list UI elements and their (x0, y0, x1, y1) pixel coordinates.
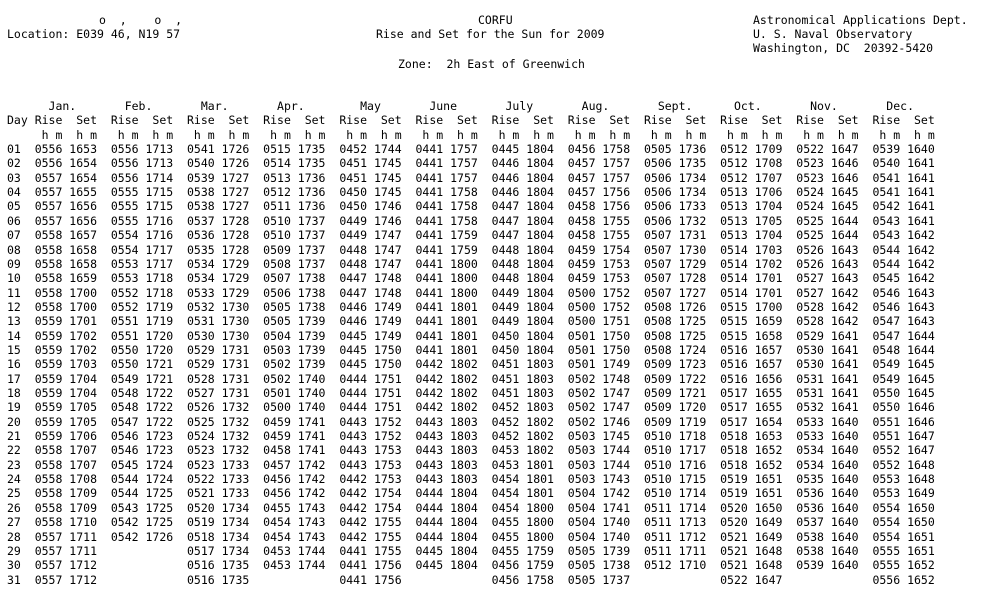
day-row-28: 28 0557 1711 0542 1726 0518 1734 0454 1743 0442 1755 0444 1804 0455 1800 0504 1740 0511 1712 0521 1649 0538 1640 0554 1651 (7, 529, 949, 544)
day-row-05: 05 0557 1656 0555 1715 0538 1727 0511 1736 0450 1746 0441 1758 0447 1804 0458 1756 0506 1733 0513 1704 0524 1645 0542 1641 (7, 199, 949, 214)
day-row-07: 07 0558 1657 0554 1716 0536 1728 0510 1737 0449 1747 0441 1759 0447 1804 0458 1755 0507 1731 0513 1704 0525 1644 0543 1642 (7, 228, 949, 243)
day-row-18: 18 0559 1704 0548 1722 0527 1731 0501 1740 0444 1751 0442 1802 0451 1803 0502 1747 0509 1721 0517 1655 0531 1641 0550 1645 (7, 386, 949, 400)
day-row-17: 17 0559 1704 0549 1721 0528 1731 0502 1740 0444 1751 0442 1802 0451 1803 0502 1748 0509 1722 0516 1656 0531 1641 0549 1645 (7, 371, 949, 386)
department-line-3: Washington, DC 20392-5420 (753, 41, 934, 55)
day-row-06: 06 0557 1656 0555 1716 0537 1728 0510 1737 0449 1746 0441 1758 0447 1804 0458 1755 0506 1732 0513 1705 0525 1644 0543 1641 (7, 213, 949, 228)
hm-header-row: h m h m h m h m h m h m h m h m h m h m h m h m h m h m h m h m h m h m h m h m h m h m h m h m (7, 127, 949, 142)
department-line-1: Astronomical Applications Dept. (753, 13, 968, 27)
day-row-29: 29 0557 1711 0517 1734 0453 1744 0441 1755 0445 1804 0455 1759 0505 1739 0511 1711 0521 1648 0538 1640 0555 1651 (7, 543, 949, 558)
day-row-27: 27 0558 1710 0542 1725 0519 1734 0454 1743 0442 1755 0444 1804 0455 1800 0504 1740 0511 1713 0520 1649 0537 1640 0554 1650 (7, 515, 949, 530)
day-row-10: 10 0558 1659 0553 1718 0534 1729 0507 1738 0447 1748 0441 1800 0448 1804 0459 1753 0507 1728 0514 1701 0527 1643 0545 1642 (7, 271, 949, 286)
department-line-2: U. S. Naval Observatory (753, 27, 913, 41)
day-row-01: 01 0556 1653 0556 1713 0541 1726 0515 1735 0452 1744 0441 1757 0445 1804 0456 1758 0505 1736 0512 1709 0522 1647 0539 1640 (7, 142, 949, 157)
day-row-25: 25 0558 1709 0544 1725 0521 1733 0456 1742 0442 1754 0444 1804 0454 1801 0504 1742 0510 1714 0519 1651 0536 1640 0553 1649 (7, 486, 949, 501)
day-row-09: 09 0558 1658 0553 1717 0534 1729 0508 1737 0448 1747 0441 1800 0448 1804 0459 1753 0507 1729 0514 1702 0526 1643 0544 1642 (7, 256, 949, 271)
day-row-19: 19 0559 1705 0548 1722 0526 1732 0500 1740 0444 1751 0442 1802 0452 1803 0502 1747 0509 1720 0517 1655 0532 1641 0550 1646 (7, 400, 949, 415)
day-row-15: 15 0559 1702 0550 1720 0529 1731 0503 1739 0445 1750 0441 1801 0450 1804 0501 1750 0508 1724 0516 1657 0530 1641 0548 1644 (7, 342, 949, 357)
day-row-16: 16 0559 1703 0550 1721 0529 1731 0502 1739 0445 1750 0442 1802 0451 1803 0501 1749 0509 1723 0516 1657 0530 1641 0549 1645 (7, 357, 949, 372)
month-header-row: Jan. Feb. Mar. Apr. May June July Aug. Sept. Oct. Nov. Dec. (7, 99, 949, 113)
place-name: CORFU (478, 13, 513, 27)
day-row-04: 04 0557 1655 0555 1715 0538 1727 0512 1736 0450 1745 0441 1758 0446 1804 0457 1756 0506 1734 0513 1706 0524 1645 0541 1641 (7, 185, 949, 200)
day-row-31: 31 0557 1712 0516 1735 0441 1756 0456 1758 0505 1737 0522 1647 0556 1652 (7, 572, 949, 587)
day-row-26: 26 0558 1709 0543 1725 0520 1734 0455 1743 0442 1754 0444 1804 0454 1800 0504 1741 0511 1714 0520 1650 0536 1640 0554 1650 (7, 500, 949, 515)
day-row-08: 08 0558 1658 0554 1717 0535 1728 0509 1737 0448 1747 0441 1759 0448 1804 0459 1754 0507 1730 0514 1703 0526 1643 0544 1642 (7, 242, 949, 257)
rise-set-header-row: Day Rise Set Rise Set Rise Set Rise Set Rise Set Rise Set Rise Set Rise Set Rise Set Rise Set Rise Set Rise Set (7, 113, 949, 128)
day-row-14: 14 0559 1702 0551 1720 0530 1730 0504 1739 0445 1749 0441 1801 0450 1804 0501 1750 0508 1725 0515 1658 0529 1641 0547 1644 (7, 328, 949, 343)
day-row-23: 23 0558 1707 0545 1724 0523 1733 0457 1742 0443 1753 0443 1803 0453 1801 0503 1744 0510 1716 0518 1652 0534 1640 0552 1648 (7, 457, 949, 472)
day-row-02: 02 0556 1654 0556 1713 0540 1726 0514 1735 0451 1745 0441 1757 0446 1804 0457 1757 0506 1735 0512 1708 0523 1646 0540 1641 (7, 156, 949, 171)
day-row-11: 11 0558 1700 0552 1718 0533 1729 0506 1738 0447 1748 0441 1800 0449 1804 0500 1752 0507 1727 0514 1701 0527 1642 0546 1643 (7, 285, 949, 300)
day-row-20: 20 0559 1705 0547 1722 0525 1732 0459 1741 0443 1752 0443 1803 0452 1802 0502 1746 0509 1719 0517 1654 0533 1640 0551 1646 (7, 414, 949, 429)
day-row-21: 21 0559 1706 0546 1723 0524 1732 0459 1741 0443 1752 0443 1803 0452 1802 0503 1745 0510 1718 0518 1653 0533 1640 0551 1647 (7, 429, 949, 444)
day-row-22: 22 0558 1707 0546 1723 0523 1732 0458 1741 0443 1753 0443 1803 0453 1802 0503 1744 0510 1717 0518 1652 0534 1640 0552 1647 (7, 443, 949, 458)
degree-marks: o , o , (99, 13, 183, 27)
day-row-30: 30 0557 1712 0516 1735 0453 1744 0441 1756 0445 1804 0456 1759 0505 1738 0512 1710 0521 1648 0539 1640 0555 1652 (7, 558, 949, 573)
day-row-03: 03 0557 1654 0556 1714 0539 1727 0513 1736 0451 1745 0441 1757 0446 1804 0457 1757 0506 1734 0512 1707 0523 1646 0541 1641 (7, 170, 949, 185)
day-row-24: 24 0558 1708 0544 1724 0522 1733 0456 1742 0442 1753 0443 1803 0454 1801 0503 1743 0510 1715 0519 1651 0535 1640 0553 1648 (7, 472, 949, 487)
day-row-12: 12 0558 1700 0552 1719 0532 1730 0505 1738 0446 1749 0441 1801 0449 1804 0500 1752 0508 1726 0515 1700 0528 1642 0546 1643 (7, 299, 949, 314)
location-line: Location: E039 46, N19 57 (7, 27, 181, 41)
document-title: Rise and Set for the Sun for 2009 (376, 27, 605, 41)
time-zone: Zone: 2h East of Greenwich (398, 57, 585, 71)
day-row-13: 13 0559 1701 0551 1719 0531 1730 0505 1739 0446 1749 0441 1801 0449 1804 0500 1751 0508 1725 0515 1659 0528 1642 0547 1643 (7, 314, 949, 329)
